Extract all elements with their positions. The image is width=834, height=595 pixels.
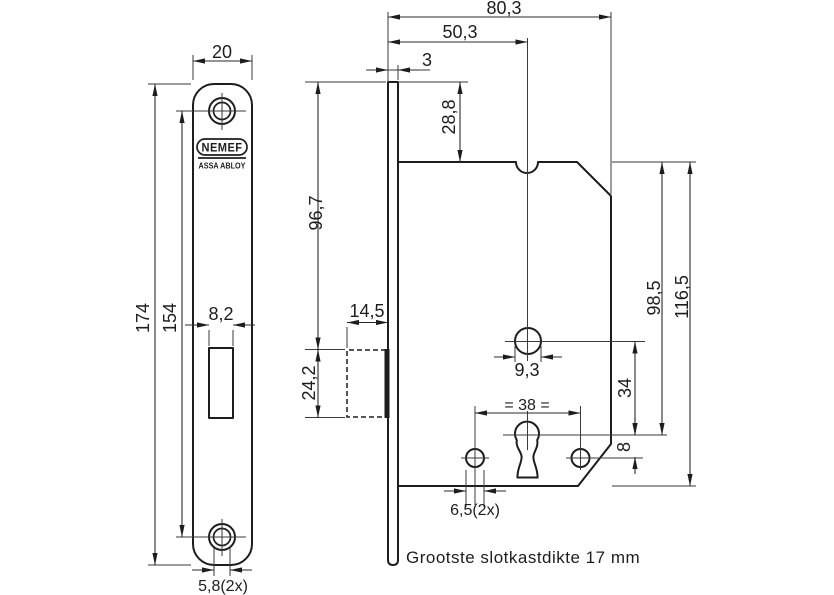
dim-8-label: 8 [614,441,634,453]
dim-50-3-label: 50,3 [442,22,478,42]
dim-28-8-label: 28,8 [439,99,459,135]
dim-20-label: 20 [211,42,233,62]
dim-96-7-label: 96,7 [306,195,326,231]
lock-case-outline [398,162,611,486]
dim-98-5-label: 98,5 [644,280,664,316]
dim-80-3-label: 80,3 [486,0,522,18]
latch-slot [209,348,233,418]
dim-116-5-label: 116,5 [672,275,692,319]
latch-bolt-hidden [347,350,386,417]
brand-nemef: NEMEF [201,140,243,155]
side-centerlines [461,38,667,505]
side-extension-lines [305,12,696,507]
dim-14-5-label: 14,5 [349,301,385,321]
dim-24-2-label: 24,2 [299,365,319,401]
latch-bolt-head [385,349,390,418]
faceplate-edge [388,82,398,565]
front-view [133,42,255,595]
dim-34-label: 34 [615,377,635,399]
dim-174-label: 174 [133,302,153,334]
dim-5-8-label: 5,8(2x) [198,578,248,595]
dim-154-label: 154 [160,302,180,334]
case-thickness-note: Grootste slotkastdikte 17 mm [406,548,641,567]
brand-assa-abloy: ASSA ABLOY [198,160,246,171]
dim-9-3-label: 9,3 [514,360,540,380]
dim-38-label: = 38 = [504,397,550,414]
side-view [299,0,696,565]
dim-6-5-label: 6,5(2x) [450,502,500,519]
dim-3-label: 3 [421,50,433,70]
dim-8-2-label: 8,2 [208,304,234,324]
